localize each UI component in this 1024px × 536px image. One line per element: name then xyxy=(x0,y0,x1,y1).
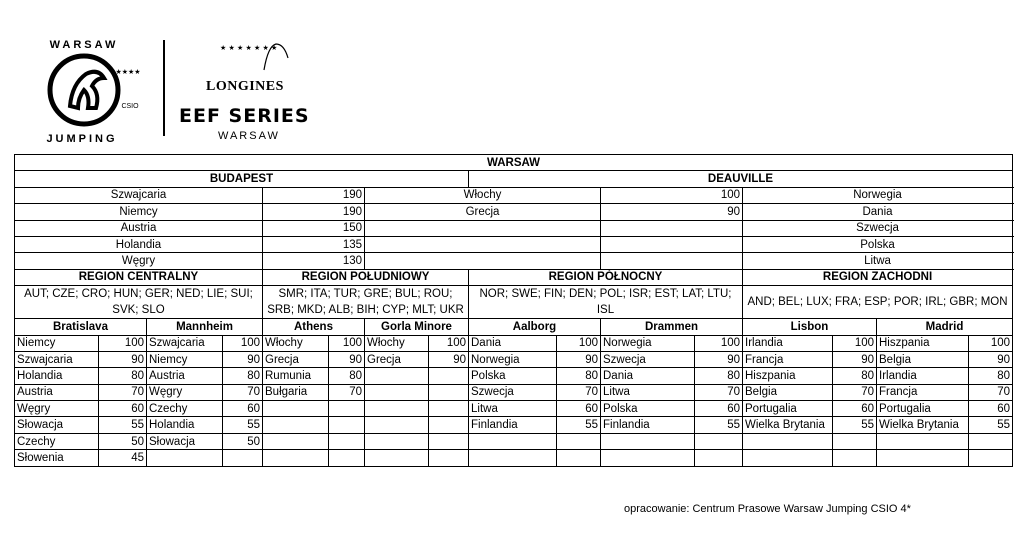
city-points-cell: 100 xyxy=(695,335,743,351)
budapest-points-cell xyxy=(601,253,743,269)
city-points-cell xyxy=(429,401,469,417)
city-country-cell: Polska xyxy=(601,401,695,417)
city-country-cell: Węgry xyxy=(15,401,99,417)
city-points-cell: 60 xyxy=(833,401,877,417)
svg-text:CSIO: CSIO xyxy=(121,103,139,110)
city-country-cell: Hiszpania xyxy=(877,335,969,351)
table-row xyxy=(15,384,1013,400)
city-points-cell xyxy=(429,384,469,400)
city-points-cell xyxy=(329,401,365,417)
region-name: REGION POŁUDNIOWY xyxy=(263,269,469,285)
city-points-cell xyxy=(695,450,743,466)
city-header-row xyxy=(15,319,1013,335)
longines-wordmark: LONGINES xyxy=(206,79,284,94)
city-header: Gorla Minore xyxy=(365,319,469,335)
city-points-cell: 60 xyxy=(969,401,1013,417)
city-country-cell xyxy=(147,450,223,466)
city-points-cell: 80 xyxy=(695,368,743,384)
table-row xyxy=(15,450,1013,466)
city-points-cell: 50 xyxy=(99,433,147,449)
city-points-cell: 70 xyxy=(223,384,263,400)
table-row xyxy=(15,236,1013,252)
city-country-cell: Niemcy xyxy=(147,351,223,367)
region-name: REGION PÓŁNOCNY xyxy=(469,269,743,285)
city-points-cell xyxy=(223,450,263,466)
budapest-points-cell: 90 xyxy=(601,204,743,220)
city-country-cell: Wielka Brytania xyxy=(743,417,833,433)
city-points-cell: 70 xyxy=(99,384,147,400)
table-row xyxy=(15,433,1013,449)
region-members: NOR; SWE; FIN; DEN; POL; ISR; EST; LAT; LTU; ISL xyxy=(469,286,743,319)
city-points-cell: 60 xyxy=(557,401,601,417)
city-points-cell: 100 xyxy=(223,335,263,351)
city-country-cell: Belgia xyxy=(877,351,969,367)
city-country-cell: Norwegia xyxy=(469,351,557,367)
region-members-row xyxy=(15,286,1013,319)
city-points-cell: 100 xyxy=(429,335,469,351)
city-country-cell xyxy=(263,417,329,433)
city-country-cell: Włochy xyxy=(263,335,329,351)
city-points-cell: 80 xyxy=(557,368,601,384)
city-country-cell: Szwajcaria xyxy=(147,335,223,351)
city-country-cell: Portugalia xyxy=(877,401,969,417)
budapest-points-cell: 130 xyxy=(263,253,365,269)
eef-series-wordmark: EEF SERIES xyxy=(179,105,310,127)
budapest-country-cell xyxy=(365,236,601,252)
city-country-cell: Słowenia xyxy=(15,450,99,466)
city-header: Mannheim xyxy=(147,319,263,335)
city-country-cell: Dania xyxy=(469,335,557,351)
city-country-cell xyxy=(365,450,429,466)
table-row xyxy=(15,204,1013,220)
city-points-cell: 70 xyxy=(695,384,743,400)
city-country-cell: Węgry xyxy=(147,384,223,400)
table-row xyxy=(15,417,1013,433)
city-country-cell: Niemcy xyxy=(15,335,99,351)
city-points-cell: 80 xyxy=(329,368,365,384)
svg-text:JUMPING: JUMPING xyxy=(46,133,118,145)
city-points-cell: 60 xyxy=(695,401,743,417)
city-points-cell: 60 xyxy=(99,401,147,417)
city-country-cell: Portugalia xyxy=(743,401,833,417)
city-points-cell: 100 xyxy=(833,335,877,351)
table-row xyxy=(15,253,1013,269)
svg-text:★ ★ ★ ★ ★ ★ ★: ★ ★ ★ ★ ★ ★ ★ xyxy=(220,44,278,52)
warsaw-jumping-logo xyxy=(26,34,144,146)
region-name-row xyxy=(15,269,1013,285)
city-country-cell: Austria xyxy=(147,368,223,384)
city-country-cell: Hiszpania xyxy=(743,368,833,384)
city-header: Aalborg xyxy=(469,319,601,335)
deauville-country-cell: Litwa xyxy=(743,253,1013,269)
eef-city-label: WARSAW xyxy=(218,130,280,142)
city-country-cell: Finlandia xyxy=(469,417,557,433)
budapest-points-cell: 190 xyxy=(263,187,365,203)
city-country-cell: Słowacja xyxy=(147,433,223,449)
budapest-country-cell xyxy=(365,220,601,236)
deauville-title: DEAUVILLE xyxy=(469,171,1013,187)
city-points-cell: 55 xyxy=(695,417,743,433)
logo-divider xyxy=(163,40,165,136)
city-points-cell xyxy=(695,433,743,449)
header-logos xyxy=(0,0,1024,150)
city-points-cell: 90 xyxy=(223,351,263,367)
city-country-cell xyxy=(365,368,429,384)
city-country-cell: Włochy xyxy=(365,335,429,351)
city-points-cell xyxy=(833,450,877,466)
deauville-country-cell: Szwecja xyxy=(743,220,1013,236)
city-points-cell: 50 xyxy=(223,433,263,449)
budapest-country-cell: Węgry xyxy=(15,253,263,269)
city-country-cell xyxy=(601,450,695,466)
city-points-cell: 70 xyxy=(833,384,877,400)
city-points-cell xyxy=(329,417,365,433)
city-country-cell xyxy=(263,433,329,449)
budapest-points-cell: 100 xyxy=(601,187,743,203)
deauville-country-cell: Polska xyxy=(743,236,1013,252)
city-country-cell: Dania xyxy=(601,368,695,384)
city-points-cell: 70 xyxy=(557,384,601,400)
city-country-cell xyxy=(365,384,429,400)
budapest-points-cell: 135 xyxy=(263,236,365,252)
budapest-country-cell: Grecja xyxy=(365,204,601,220)
city-country-cell xyxy=(365,401,429,417)
city-points-cell xyxy=(429,450,469,466)
city-header: Bratislava xyxy=(15,319,147,335)
city-country-cell: Wielka Brytania xyxy=(877,417,969,433)
city-points-cell: 90 xyxy=(557,351,601,367)
city-country-cell: Słowacja xyxy=(15,417,99,433)
city-country-cell: Rumunia xyxy=(263,368,329,384)
city-country-cell: Czechy xyxy=(147,401,223,417)
city-points-cell: 90 xyxy=(695,351,743,367)
budapest-points-cell: 150 xyxy=(263,220,365,236)
city-points-cell xyxy=(969,450,1013,466)
city-country-cell: Belgia xyxy=(743,384,833,400)
city-country-cell: Norwegia xyxy=(601,335,695,351)
city-points-cell xyxy=(557,450,601,466)
city-points-cell: 100 xyxy=(557,335,601,351)
title-row xyxy=(15,155,1013,171)
eef-series-logo xyxy=(176,36,316,140)
city-country-cell: Francja xyxy=(743,351,833,367)
city-points-cell: 90 xyxy=(99,351,147,367)
city-points-cell xyxy=(429,433,469,449)
city-country-cell: Litwa xyxy=(601,384,695,400)
city-country-cell: Grecja xyxy=(263,351,329,367)
region-name: REGION CENTRALNY xyxy=(15,269,263,285)
city-country-cell: Bułgaria xyxy=(263,384,329,400)
deauville-country-cell: Dania xyxy=(743,204,1013,220)
region-members: AUT; CZE; CRO; HUN; GER; NED; LIE; SUI; SVK; SLO xyxy=(15,286,263,319)
city-country-cell: Grecja xyxy=(365,351,429,367)
city-country-cell: Finlandia xyxy=(601,417,695,433)
city-header: Madrid xyxy=(877,319,1013,335)
city-points-cell: 55 xyxy=(833,417,877,433)
city-country-cell: Holandia xyxy=(147,417,223,433)
city-points-cell xyxy=(429,368,469,384)
city-country-cell: Polska xyxy=(469,368,557,384)
table-row xyxy=(15,187,1013,203)
city-points-cell: 55 xyxy=(223,417,263,433)
city-points-cell xyxy=(557,433,601,449)
city-points-cell: 90 xyxy=(969,351,1013,367)
city-points-cell xyxy=(969,433,1013,449)
city-country-cell xyxy=(263,450,329,466)
city-country-cell: Czechy xyxy=(15,433,99,449)
city-points-cell xyxy=(429,417,469,433)
city-points-cell: 70 xyxy=(969,384,1013,400)
city-country-cell xyxy=(877,433,969,449)
table-row xyxy=(15,351,1013,367)
city-country-cell: Holandia xyxy=(15,368,99,384)
city-points-cell: 55 xyxy=(557,417,601,433)
city-header: Lisbon xyxy=(743,319,877,335)
city-points-cell: 100 xyxy=(99,335,147,351)
city-country-cell xyxy=(469,433,557,449)
svg-text:WARSAW: WARSAW xyxy=(49,39,119,51)
table-row xyxy=(15,401,1013,417)
budapest-points-cell xyxy=(601,236,743,252)
city-country-cell: Szwajcaria xyxy=(15,351,99,367)
results-table xyxy=(14,154,1013,467)
city-points-cell: 90 xyxy=(429,351,469,367)
city-country-cell: Austria xyxy=(15,384,99,400)
city-points-cell: 70 xyxy=(329,384,365,400)
city-country-cell: Francja xyxy=(877,384,969,400)
city-points-cell: 80 xyxy=(223,368,263,384)
city-country-cell xyxy=(877,450,969,466)
region-members: SMR; ITA; TUR; GRE; BUL; ROU; SRB; MKD; ALB; BIH; CYP; MLT; UKR xyxy=(263,286,469,319)
region-name: REGION ZACHODNI xyxy=(743,269,1013,285)
city-country-cell: Szwecja xyxy=(601,351,695,367)
city-points-cell: 90 xyxy=(329,351,365,367)
budapest-country-cell: Niemcy xyxy=(15,204,263,220)
city-country-cell xyxy=(263,401,329,417)
city-country-cell: Irlandia xyxy=(743,335,833,351)
table-row xyxy=(15,335,1013,351)
city-points-cell: 55 xyxy=(99,417,147,433)
city-country-cell xyxy=(601,433,695,449)
budapest-title: BUDAPEST xyxy=(15,171,469,187)
city-points-cell: 55 xyxy=(969,417,1013,433)
city-points-cell xyxy=(833,433,877,449)
table-row xyxy=(15,368,1013,384)
event-header-row xyxy=(15,171,1013,187)
city-country-cell: Litwa xyxy=(469,401,557,417)
table-body xyxy=(15,155,1013,467)
region-members: AND; BEL; LUX; FRA; ESP; POR; IRL; GBR; MON xyxy=(743,286,1013,319)
budapest-points-cell xyxy=(601,220,743,236)
budapest-points-cell: 190 xyxy=(263,204,365,220)
budapest-country-cell: Szwajcaria xyxy=(15,187,263,203)
city-country-cell xyxy=(469,450,557,466)
city-country-cell xyxy=(743,450,833,466)
city-country-cell xyxy=(743,433,833,449)
table-row xyxy=(15,220,1013,236)
svg-text:★★★★: ★★★★ xyxy=(115,69,141,76)
footnote: opracowanie: Centrum Prasowe Warsaw Jumping CSIO 4* xyxy=(624,503,911,515)
budapest-country-cell xyxy=(365,253,601,269)
city-country-cell xyxy=(365,417,429,433)
city-points-cell: 100 xyxy=(969,335,1013,351)
city-points-cell xyxy=(329,450,365,466)
city-header: Athens xyxy=(263,319,365,335)
deauville-country-cell: Norwegia xyxy=(743,187,1013,203)
budapest-country-cell: Holandia xyxy=(15,236,263,252)
city-points-cell: 80 xyxy=(969,368,1013,384)
city-points-cell: 80 xyxy=(833,368,877,384)
budapest-country-cell: Włochy xyxy=(365,187,601,203)
city-country-cell: Szwecja xyxy=(469,384,557,400)
city-points-cell: 90 xyxy=(833,351,877,367)
table-title: WARSAW xyxy=(15,155,1013,171)
city-points-cell: 100 xyxy=(329,335,365,351)
city-points-cell: 45 xyxy=(99,450,147,466)
city-points-cell xyxy=(329,433,365,449)
city-country-cell: Irlandia xyxy=(877,368,969,384)
budapest-country-cell: Austria xyxy=(15,220,263,236)
city-points-cell: 60 xyxy=(223,401,263,417)
city-country-cell xyxy=(365,433,429,449)
city-header: Drammen xyxy=(601,319,743,335)
city-points-cell: 80 xyxy=(99,368,147,384)
